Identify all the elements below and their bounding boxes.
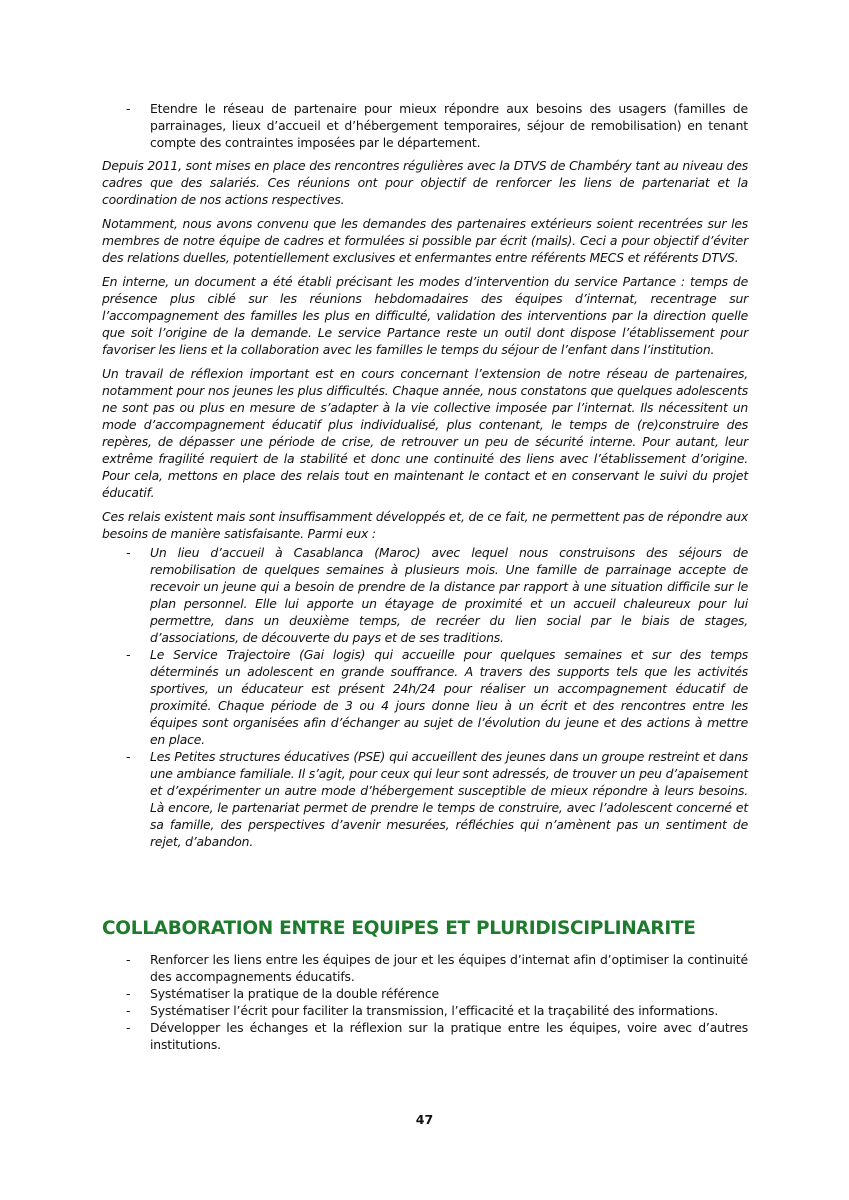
list-item-text: Un lieu d’accueil à Casablanca (Maroc) avec lequel nous construisons des séjours de remobilisation de quelques semaines à plusieurs mois. Une famille de parrainage accepte de recevoir un jeune qui a besoin de prendre de la distance par rapport à une situation difficile sur le plan personnel. Elle lui apporte un étayage de proximité et un accueil chaleureux pour lui permettre, dans un deuxième temps, de recréer du lien social par le biais de stages, d’associations, de découverte du pays et de ses traditions. <box>150 545 748 645</box>
list-dash: - <box>126 952 131 967</box>
list-item-text: Les Petites structures éducatives (PSE) qui accueillent des jeunes dans un groupe restreint et dans une ambiance familiale. Il s’agit, pour ceux qui leur sont adressés, de trouver un peu d’apaisement et d’expérimenter un autre mode d’hébergement susceptible de mieux répondre à leurs besoins. Là encore, le partenariat permet de prendre le temps de construire, avec l’adolescent concerné et sa famille, des perspectives d’avenir mesurées, réfléchies qui n’amènent pas un sentiment de rejet, d’abandon. <box>150 749 748 849</box>
list-dash: - <box>126 749 131 764</box>
paragraph-dtvs-meetings: Depuis 2011, sont mises en place des rencontres régulières avec la DTVS de Chambéry tant au niveau des cadres que des salariés. Ces réunions ont pour objectif de renforcer les liens de partenariat et la coordination de nos actions respectives. <box>102 158 748 207</box>
list-item-text: Systématiser la pratique de la double référence <box>150 986 440 1001</box>
list-item-text: Systématiser l’écrit pour faciliter la transmission, l’efficacité et la traçabilité des informations. <box>150 1003 719 1018</box>
list-item <box>102 100 748 151</box>
list-item <box>102 646 748 748</box>
paragraph-partner-requests: Notamment, nous avons convenu que les demandes des partenaires extérieurs soient recentrées sur les membres de notre équipe de cadres et formulées si possible par écrit (mails). Ceci a pour objectif d’éviter des relations duelles, potentiellement exclusives et enfermantes entre référents MECS et référents DTVS. <box>102 216 748 265</box>
paragraph-relais-intro: Ces relais existent mais sont insuffisamment développés et, de ce fait, ne permettent pas de répondre aux besoins de manière satisfaisante. Parmi eux : <box>102 509 748 541</box>
section-heading: COLLABORATION ENTRE EQUIPES ET PLURIDISCIPLINARITE <box>102 918 696 939</box>
relais-list <box>102 544 748 850</box>
list-dash: - <box>126 1020 131 1035</box>
paragraph-partance-service: En interne, un document a été établi précisant les modes d’intervention du service Partance : temps de présence plus ciblé sur les réunions hebdomadaires des équipes d’internat, recentrage sur l’accompagnement des familles les plus en difficulté, validation des interventions par la direction quelle que soit l’origine de la demande. Le service Partance reste un outil dont dispose l’établissement pour favoriser les liens et la collaboration avec les familles le temps du séjour de l’enfant dans l’institution. <box>102 274 748 357</box>
paragraph-network-extension: Un travail de réflexion important est en cours concernant l’extension de notre réseau de partenaires, notamment pour nos jeunes les plus difficultés. Chaque année, nous constatons que quelques adolescents ne sont pas ou plus en mesure de s’adapter à la vie collective imposée par l’internat. Ils nécessitent un mode d’accompagnement éducatif plus individualisé, plus contenant, le temps de (re)construire des repères, de dépasser une période de crise, de retrouver un peu de sécurité interne. Pour autant, leur extrême fragilité requiert de la stabilité et donc une continuité des liens avec l’établissement d’origine. Pour cela, mettons en place des relais tout en maintenant le contact et en conservant le suivi du projet éducatif. <box>102 366 748 500</box>
list-item <box>102 1002 748 1019</box>
partner-network-list <box>102 100 748 151</box>
page-body <box>102 100 748 850</box>
list-item <box>102 748 748 850</box>
list-dash: - <box>126 1003 131 1018</box>
collaboration-block <box>102 951 748 1053</box>
list-dash: - <box>126 545 131 560</box>
list-dash: - <box>126 101 131 116</box>
collaboration-list <box>102 951 748 1053</box>
page-number: 47 <box>415 1112 434 1127</box>
list-dash: - <box>126 647 131 662</box>
list-item <box>102 1019 748 1053</box>
list-item-text: Le Service Trajectoire (Gai logis) qui accueille pour quelques semaines et sur des temps déterminés un adolescent en grande souffrance. A travers des supports tels que les activités sportives, un éducateur est présent 24h/24 pour réaliser un accompagnement éducatif de proximité. Chaque période de 3 ou 4 jours donne lieu à un écrit et des rencontres entre les équipes sont organisées afin d’échanger au sujet de l’évolution du jeune et des actions à mettre en place. <box>150 647 748 747</box>
list-item-text: Etendre le réseau de partenaire pour mieux répondre aux besoins des usagers (familles de parrainages, lieux d’accueil et d’hébergement temporaires, séjour de remobilisation) en tenant compte des contraintes imposées par le département. <box>150 101 748 150</box>
list-item-text: Développer les échanges et la réflexion sur la pratique entre les équipes, voire avec d’autres institutions. <box>150 1020 748 1052</box>
list-item <box>102 951 748 985</box>
list-dash: - <box>126 986 131 1001</box>
list-item-text: Renforcer les liens entre les équipes de jour et les équipes d’internat afin d’optimiser la continuité des accompagnements éducatifs. <box>150 952 748 984</box>
list-item <box>102 985 748 1002</box>
list-item <box>102 544 748 646</box>
